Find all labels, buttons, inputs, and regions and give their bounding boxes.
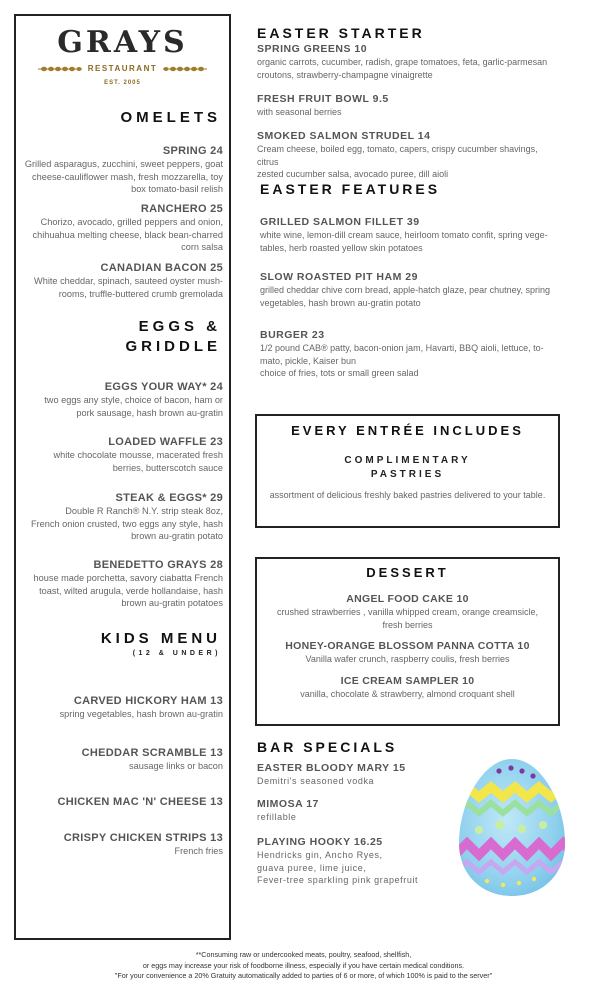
menu-item bbox=[257, 835, 457, 887]
menu-item bbox=[22, 491, 223, 543]
dessert-box bbox=[255, 557, 560, 726]
item-desc: house made porchetta, savory ciabatta French bbox=[33, 573, 223, 583]
kids-menu-age: (12 & UNDER) bbox=[132, 650, 221, 657]
wheat-icon bbox=[38, 65, 82, 73]
item-title: CRISPY CHICKEN STRIPS 13 bbox=[63, 832, 223, 844]
menu-item bbox=[22, 558, 223, 610]
item-title: GRILLED SALMON FILLET 39 bbox=[260, 216, 420, 228]
item-desc: box tomato-basil relish bbox=[131, 184, 223, 194]
item-desc: two eggs any style, choice of bacon, ham or bbox=[44, 395, 223, 405]
item-desc: chihuahua melting cheese, black bean-charred bbox=[32, 229, 223, 240]
item-title: SPRING 24 bbox=[162, 145, 223, 157]
menu-item bbox=[22, 261, 223, 300]
logo-established: EST. 2005 bbox=[104, 80, 141, 86]
item-title: SPRING GREENS 10 bbox=[257, 43, 368, 55]
menu-item bbox=[257, 639, 558, 666]
menu-item bbox=[22, 144, 223, 196]
item-desc: choice of fries, tots or small green salad bbox=[260, 368, 419, 378]
item-title: STEAK & EGGS* 29 bbox=[115, 492, 223, 504]
item-desc: grilled cheddar chive corn bread, apple-hatch glaze, pear chutney, spring bbox=[260, 285, 551, 295]
item-desc: White cheddar, spinach, sauteed oyster mush- bbox=[34, 276, 223, 286]
menu-item bbox=[257, 674, 558, 701]
footer-line: **Consuming raw or undercooked meats, poultry, seafood, shellfish, bbox=[195, 950, 412, 959]
item-title: ICE CREAM SAMPLER 10 bbox=[340, 674, 475, 687]
eggs-heading: EGGS & bbox=[138, 318, 221, 335]
item-desc: rooms, truffle-buttered crumb gremolada bbox=[58, 288, 223, 299]
item-desc: vegetables, hash brown au-gratin potato bbox=[260, 297, 421, 308]
left-column bbox=[14, 14, 231, 940]
item-desc: French onion crusted, two eggs any style, hash bbox=[30, 518, 223, 529]
item-desc: brown au-gratin potatoes bbox=[121, 598, 223, 608]
easter-egg-icon bbox=[455, 755, 570, 900]
item-title: EGGS YOUR WAY* 24 bbox=[104, 381, 223, 393]
item-desc: toast, wilted arugula, verde hollandaise, hash bbox=[39, 585, 223, 596]
item-desc: cheese-cauliflower mash, fresh mozzarella, toy bbox=[32, 171, 223, 182]
footer-line: or eggs may increase your risk of foodborne illness, especially if you have certain medical conditions. bbox=[142, 960, 465, 970]
wheat-icon bbox=[163, 65, 207, 73]
item-desc: French fries bbox=[174, 846, 223, 856]
griddle-heading: GRIDDLE bbox=[125, 338, 221, 355]
item-title: CHICKEN MAC 'N' CHEESE 13 bbox=[57, 796, 223, 808]
item-desc: Demitri's seasoned vodka bbox=[257, 776, 375, 786]
item-desc: refillable bbox=[257, 812, 297, 822]
item-desc: white chocolate mousse, macerated fresh bbox=[53, 450, 223, 460]
item-desc: Double R Ranch® N.Y. strip steak 8oz, bbox=[65, 506, 223, 516]
bar-specials-heading: BAR SPECIALS bbox=[257, 739, 398, 755]
menu-item bbox=[22, 380, 223, 419]
item-title: ANGEL FOOD CAKE 10 bbox=[346, 593, 469, 605]
item-desc: zested cucumber salsa, avocado puree, dill aioli bbox=[257, 169, 449, 179]
item-desc: with seasonal berries bbox=[257, 107, 342, 117]
item-title: RANCHERO 25 bbox=[140, 203, 223, 215]
item-desc: fresh berries bbox=[382, 619, 433, 630]
menu-item bbox=[257, 592, 558, 631]
easter-features-heading: EASTER FEATURES bbox=[260, 181, 441, 197]
item-desc: Chorizo, avocado, grilled peppers and onion, bbox=[40, 217, 223, 227]
item-desc: Cream cheese, boiled egg, tomato, capers, crispy cucumber shavings, citrus bbox=[257, 144, 538, 167]
entree-includes-sub2: PASTRIES bbox=[370, 469, 445, 480]
item-title: HONEY-ORANGE BLOSSOM PANNA COTTA 10 bbox=[285, 640, 530, 652]
kids-menu-heading: KIDS MENU bbox=[100, 630, 221, 647]
item-desc: pork sausage, hash brown au-gratin bbox=[76, 407, 223, 418]
entree-includes-sub1: COMPLIMENTARY bbox=[344, 455, 471, 466]
item-title: FRESH FRUIT BOWL 9.5 bbox=[257, 93, 389, 105]
menu-item bbox=[257, 129, 557, 181]
menu-item bbox=[257, 42, 557, 81]
menu-item bbox=[22, 746, 223, 773]
item-desc: mato, pickle, Kaiser bun bbox=[260, 355, 357, 366]
easter-starter-heading: EASTER STARTER bbox=[257, 25, 425, 41]
footer-disclaimer bbox=[0, 950, 607, 982]
item-desc: vanilla, chocolate & strawberry, almond croquant shell bbox=[300, 688, 515, 699]
item-title: EASTER BLOODY MARY 15 bbox=[257, 762, 406, 774]
menu-item bbox=[22, 831, 223, 858]
item-desc: Vanilla wafer crunch, raspberry coulis, fresh berries bbox=[305, 654, 510, 664]
menu-item bbox=[257, 797, 447, 824]
item-desc: Hendricks gin, Ancho Ryes, bbox=[257, 850, 383, 860]
menu-item bbox=[257, 761, 447, 788]
item-desc: brown au-gratin potato bbox=[131, 531, 223, 541]
item-title: PLAYING HOOKY 16.25 bbox=[257, 836, 383, 848]
item-title: CARVED HICKORY HAM 13 bbox=[73, 695, 223, 707]
item-desc: white wine, lemon-dill cream sauce, heirloom tomato confit, spring vege- bbox=[260, 230, 548, 240]
entree-includes-box bbox=[255, 414, 560, 528]
item-title: SLOW ROASTED PIT HAM 29 bbox=[260, 271, 418, 283]
item-desc: Fever-tree sparkling pink grapefruit bbox=[257, 875, 419, 885]
item-title: CANADIAN BACON 25 bbox=[100, 262, 223, 274]
dessert-heading: DESSERT bbox=[366, 565, 449, 580]
item-title: SMOKED SALMON STRUDEL 14 bbox=[257, 130, 431, 142]
item-title: LOADED WAFFLE 23 bbox=[108, 436, 223, 448]
item-desc: Grilled asparagus, zucchini, sweet peppers, goat bbox=[24, 159, 223, 169]
menu-item bbox=[260, 270, 560, 309]
item-desc: tables, herb roasted yellow skin potatoes bbox=[260, 242, 423, 253]
logo-subtitle: RESTAURANT bbox=[87, 64, 158, 73]
item-desc: organic carrots, cucumber, radish, grape tomatoes, feta, garlic-parmesan bbox=[257, 57, 548, 67]
menu-item bbox=[257, 92, 557, 119]
item-desc: croutons, strawberry-champagne vinaigrette bbox=[257, 69, 433, 80]
footer-line: "For your convenience a 20% Gratuity automatically added to parties of 6 or more, of which 100% is paid to the server" bbox=[114, 971, 493, 980]
item-desc: sausage links or bacon bbox=[129, 761, 223, 771]
item-title: CHEDDAR SCRAMBLE 13 bbox=[81, 747, 223, 759]
logo bbox=[16, 25, 229, 86]
item-title: BURGER 23 bbox=[260, 329, 325, 341]
item-desc: spring vegetables, hash brown au-gratin bbox=[59, 709, 223, 719]
menu-item bbox=[22, 435, 223, 474]
menu-item bbox=[22, 795, 223, 809]
item-desc: 1/2 pound CAB® patty, bacon-onion jam, Havarti, BBQ aioli, lettuce, to- bbox=[260, 343, 544, 353]
item-desc: berries, butterscotch sauce bbox=[112, 462, 223, 473]
item-desc: corn salsa bbox=[181, 242, 223, 252]
item-desc: crushed strawberries , vanilla whipped cream, orange creamsicle, bbox=[276, 607, 539, 617]
logo-name: GRAYS bbox=[57, 25, 188, 60]
item-title: MIMOSA 17 bbox=[257, 798, 319, 810]
entree-includes-heading: EVERY ENTRÉE INCLUDES bbox=[291, 423, 524, 438]
item-title: BENEDETTO GRAYS 28 bbox=[93, 559, 223, 571]
entree-includes-desc: assortment of delicious freshly baked pastries delivered to your table. bbox=[269, 490, 546, 500]
menu-item bbox=[260, 328, 560, 380]
omelets-heading: OMELETS bbox=[120, 109, 221, 126]
item-desc: guava puree, lime juice, bbox=[257, 862, 367, 873]
menu-item bbox=[22, 694, 223, 721]
menu-item bbox=[22, 202, 223, 254]
menu-item bbox=[260, 215, 560, 254]
